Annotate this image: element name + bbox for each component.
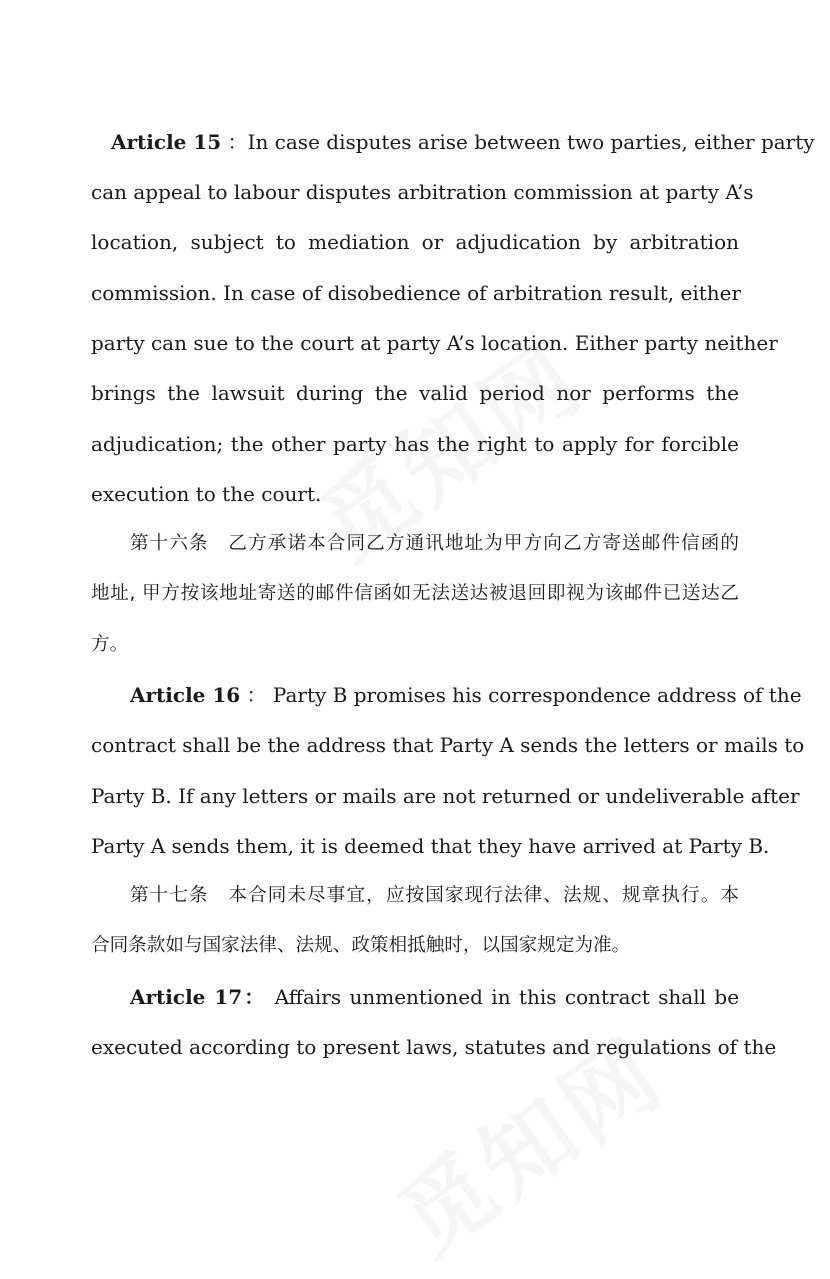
article-15-line-2: can appeal to labour disputes arbitration commission at party A’s <box>91 180 754 204</box>
article-17-text: Affairs unmentioned in this contract shall be <box>274 985 740 1009</box>
clause-16-zh-line-1: 第十六条 乙方承诺本合同乙方通讯地址为甲方向乙方寄送邮件信函的 <box>130 533 739 554</box>
article-15-line-7: adjudication; the other party has the right to apply for forcible <box>91 432 739 456</box>
article-16-heading: Article 16 <box>130 683 241 707</box>
article-15-line-1 <box>111 128 815 156</box>
article-15-line-5: party can sue to the court at party A’s location. Either party neither <box>91 331 778 355</box>
article-17-separator: ： <box>242 985 267 1009</box>
article-15-line-4: commission. In case of disobedience of arbitration result, either <box>91 281 742 305</box>
article-16-line-4: Party A sends them, it is deemed that they have arrived at Party B. <box>91 834 770 858</box>
article-15-line-6: brings the lawsuit during the valid period nor performs the <box>91 381 739 405</box>
clause-17-zh-line-2: 合同条款如与国家法律、法规、政策相抵触时，以国家规定为准。 <box>91 935 631 956</box>
article-16-separator: ： <box>240 683 267 707</box>
article-15-text: In case disputes arise between two parties, either party <box>247 130 815 154</box>
article-15-heading: Article 15 <box>111 130 222 154</box>
article-16-line-1 <box>130 681 802 709</box>
article-15-line-8: execution to the court. <box>91 482 322 506</box>
article-17-line-1 <box>130 983 739 1011</box>
article-16-text: Party B promises his correspondence address of the <box>272 683 802 707</box>
article-15-line-3: location, subject to mediation or adjudication by arbitration <box>91 230 739 254</box>
article-15-separator: ： <box>221 130 248 154</box>
article-16-line-3: Party B. If any letters or mails are not returned or undeliverable after <box>91 784 800 808</box>
clause-16-zh-line-3: 方。 <box>91 634 129 655</box>
article-17-line-2: executed according to present laws, statutes and regulations of the <box>91 1035 777 1059</box>
article-16-line-2: contract shall be the address that Party A sends the letters or mails to <box>91 733 805 757</box>
clause-17-zh-line-1: 第十七条 本合同未尽事宜，应按国家现行法律、法规、规章执行。本 <box>130 885 739 906</box>
article-17-heading: Article 17 <box>130 985 243 1009</box>
clause-16-zh-line-2: 地址, 甲方按该地址寄送的邮件信函如无法送达被退回即视为该邮件已送达乙 <box>91 583 739 604</box>
